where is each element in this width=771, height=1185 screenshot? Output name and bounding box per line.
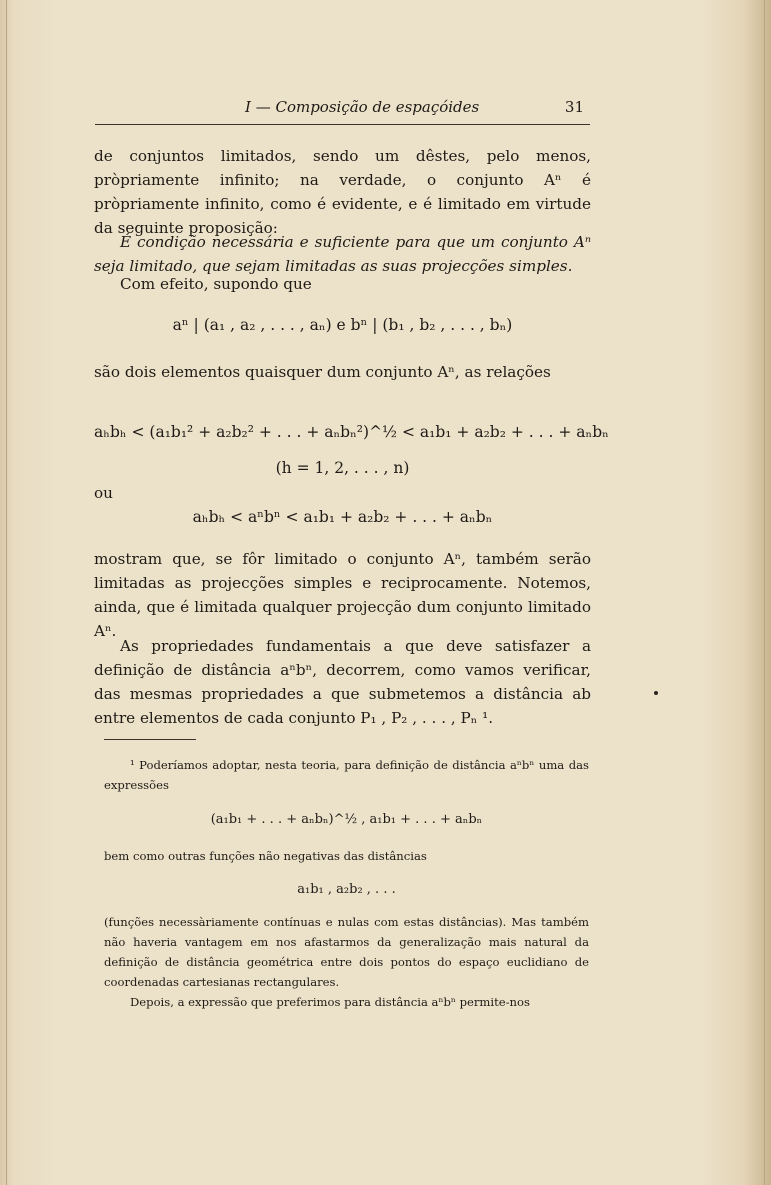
footnote-text-4: Depois, a expressão que preferimos para distância aⁿbⁿ permite-nos bbox=[130, 995, 530, 1009]
formula-elements: aⁿ | (a₁ , a₂ , . . . , aₙ) e bⁿ | (b₁ , b₂ , . . . , bₙ) bbox=[172, 316, 513, 334]
proof-intro: Com efeito, supondo que bbox=[120, 275, 312, 293]
paragraph-continuation: de conjuntos limitados, sendo um dêstes, pelo menos, pròpriamente infinito; na verdade, o conjunto Aⁿ é pròpriamente infinito, como é evidente, e é limitado em virtude da seguinte proposição: bbox=[94, 147, 591, 237]
footnote-rule bbox=[104, 739, 196, 740]
paragraph-distance-properties: As propriedades fundamentais a que deve satisfazer a definição de distância aⁿbⁿ, decorrem, como vamos verificar, das mesmas propriedades a que submetemos a distância ab entre elementos de cada conjunto P₁ , P₂ , . . . , Pₙ ¹. bbox=[94, 637, 591, 727]
formula-inequality-2: aₕbₕ < aⁿbⁿ < a₁b₁ + a₂b₂ + . . . + aₙbₙ bbox=[192, 508, 493, 526]
page-edge-right bbox=[764, 0, 765, 1185]
footnote-text-2: bem como outras funções não negativas das distâncias bbox=[104, 849, 427, 863]
word-ou: ou bbox=[94, 484, 113, 502]
page-number: 31 bbox=[564, 98, 584, 116]
relations-line: são dois elementos quaisquer dum conjunto Aⁿ, as relações bbox=[94, 363, 551, 381]
ink-speck bbox=[654, 691, 658, 695]
paragraph-conclusion: mostram que, se fôr limitado o conjunto Aⁿ, também serão limitadas as projecções simples e reciprocamente. Notemos, ainda, que é limitada qualquer projecção dum conjunto limitado Aⁿ. bbox=[94, 550, 591, 640]
page-edge-left bbox=[6, 0, 7, 1185]
footnote-formula-2: a₁b₁ , a₂b₂ , . . . bbox=[297, 882, 396, 897]
running-title: I — Composição de espaçóides bbox=[245, 98, 480, 116]
formula-inequality-1: aₕbₕ < (a₁b₁² + a₂b₂² + . . . + aₙbₙ²)^½ < a₁b₁ + a₂b₂ + . . . + aₙbₙ bbox=[94, 423, 609, 441]
formula-condition: (h = 1, 2, . . . , n) bbox=[275, 459, 410, 477]
page-header bbox=[95, 94, 590, 125]
proposition: É condição necessária e suficiente para que um conjunto Aⁿ seja limitado, que sejam limitadas as suas projecções simples. bbox=[94, 233, 591, 275]
footnote-text-3: (funções necessàriamente contínuas e nulas com estas distâncias). Mas também não haveria vantagem em nos afastarmos da generalização mais natural da definição de distância geométrica entre dois pontos do espaço euclidiano de coordenadas cartesianas rectangulares. bbox=[104, 915, 589, 989]
footnote-text-1: ¹ Poderíamos adoptar, nesta teoria, para definição de distância aⁿbⁿ uma das expressões bbox=[104, 758, 589, 792]
footnote-formula-1: (a₁b₁ + . . . + aₙbₙ)^½ , a₁b₁ + . . . + aₙbₙ bbox=[210, 812, 483, 827]
